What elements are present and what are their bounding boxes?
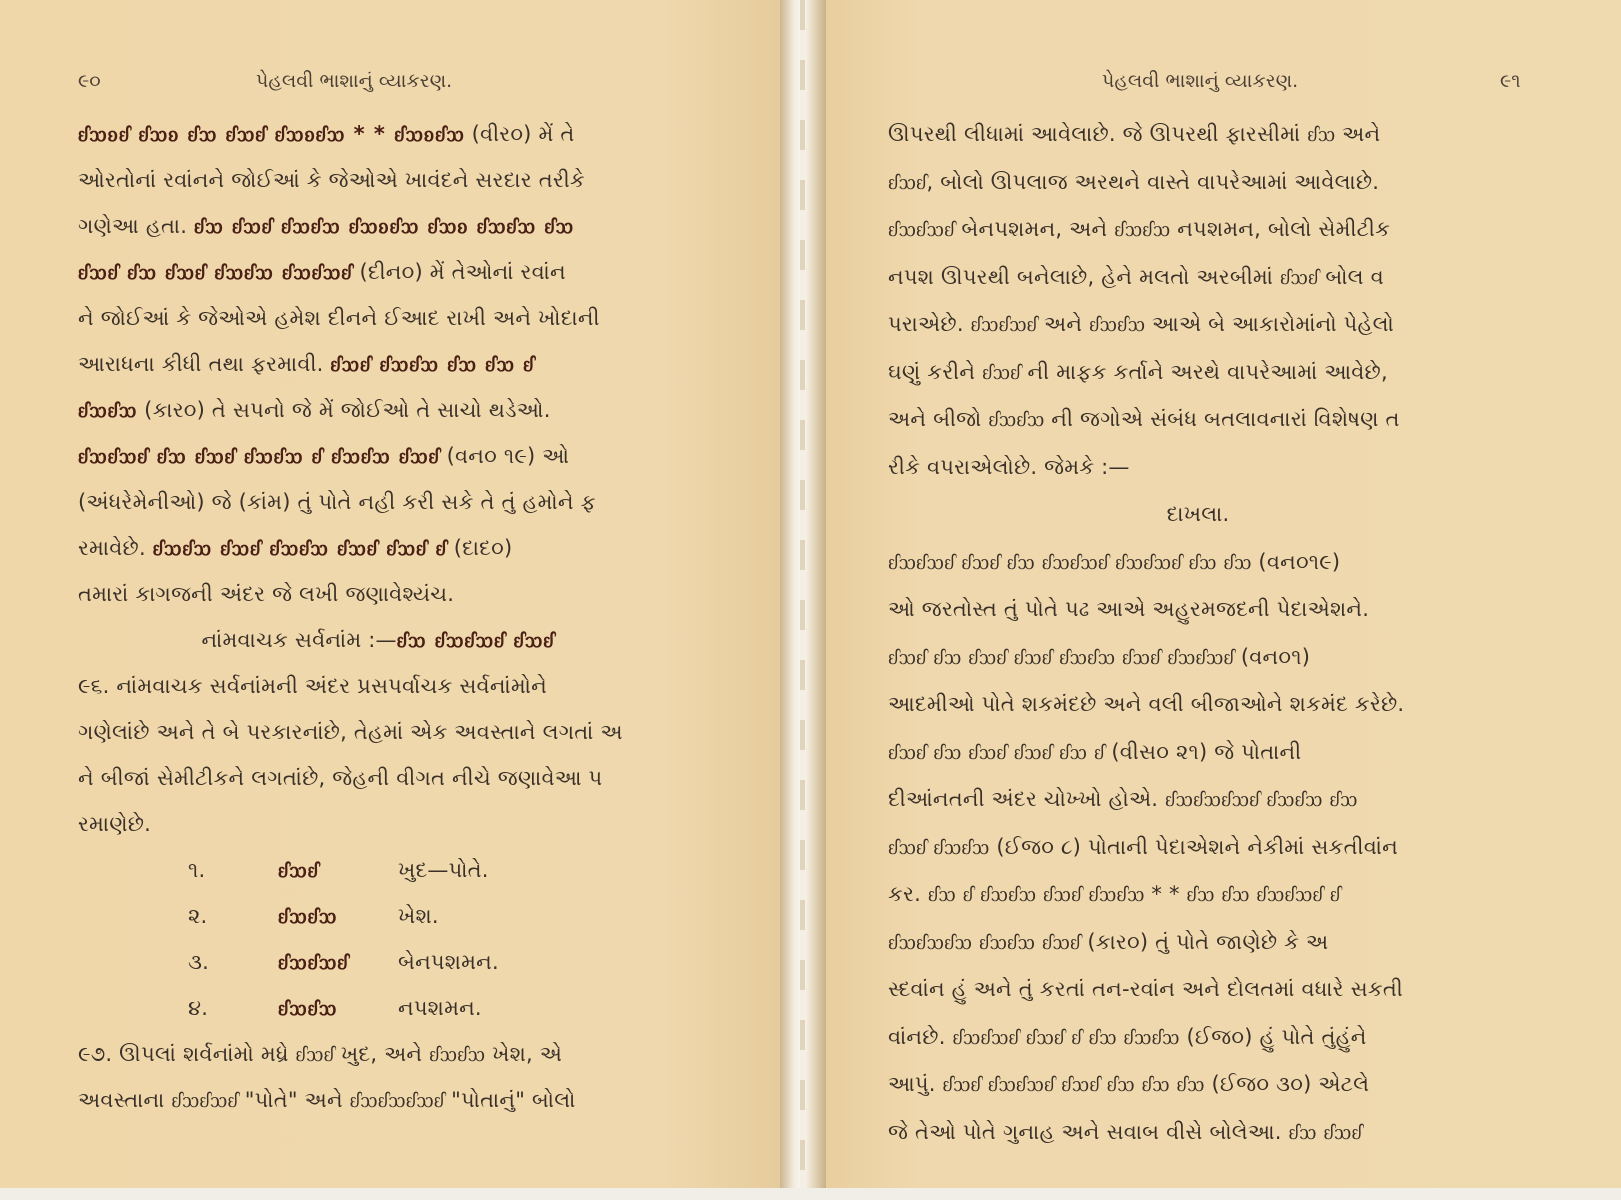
right-page-text-line: [888, 217, 1508, 243]
right-page-text-line: [888, 787, 1508, 813]
gujarati-text: તમારાં કાગજની અંદર જે લખી જણાવેશ્યંચ.: [78, 582, 455, 606]
list-number: ૩.: [188, 950, 210, 974]
gujarati-text: (દાદ૦): [446, 536, 513, 560]
gujarati-text: ૯૭. ઊપલાં શર્વનાંમો મધ્રે ᦊᦉᦊ ખુદ, અને ᦊᦉᦊᦉ ખેશ, એ: [78, 1042, 563, 1066]
pahlavi-script: ᦊᦉ ᦊᦉᦊᦉᦊ ᦊᦉᦊ: [396, 628, 555, 652]
left-page-text-line: [78, 858, 678, 884]
left-page-text-line: [78, 352, 678, 378]
right-page-text-line: [888, 1120, 1508, 1146]
left-page-text-line: [78, 950, 678, 976]
right-page-text-line: [888, 170, 1508, 196]
list-number: ૨.: [188, 904, 208, 928]
gujarati-text: (વન૦ ૧૯) ઓ: [439, 444, 570, 468]
right-page-text-line: [888, 407, 1508, 433]
gujarati-text: રમાવેછે.: [78, 536, 153, 560]
gujarati-text: દીઆંનતની અંદર ચોખ્ખો હોએ. ᦊᦉᦊᦉᦊᦉᦊ ᦊᦉᦊᦉ ᦊᦉ: [888, 787, 1358, 811]
right-page-text-line: [888, 645, 1508, 671]
pahlavi-script: ᦊᦉᦊᦉ: [278, 904, 338, 928]
binding-thread: [800, 0, 805, 1200]
left-page-text-line: [78, 398, 678, 424]
gujarati-text: રીકે વપરાએલોછે. જેમકે :—: [888, 454, 1130, 479]
gujarati-text: સ્દવાંન હું અને તું કરતાં તન-રવાંન અને દોલતમાં વધારે સકતી: [888, 977, 1403, 1001]
gujarati-text: પરાએછે. ᦊᦉᦊᦉᦊ અને ᦊᦉᦊᦉ આએ બે આકારોમાંનો પેહેલો: [888, 312, 1394, 336]
right-page-text-line: [888, 597, 1508, 622]
right-page-text-line: [888, 265, 1508, 291]
right-page-text-line: [888, 977, 1508, 1002]
pahlavi-script: ᦊᦉᦊ: [278, 858, 319, 882]
right-page-text-line: [888, 1072, 1508, 1098]
gujarati-text: ને બીજાં સેમીટીકને લગતાંછે, જેહની વીગત નીચે જણાવેઆ પ: [78, 766, 603, 790]
gujarati-text: (અંધરેમેનીઓ) જે (કાંમ) તું પોતે નહી કરી સકે તે તું હમોને ફ: [78, 490, 596, 514]
gujarati-text: ᦊᦉᦊ ᦊᦉ ᦊᦉᦊ ᦊᦉᦊ ᦊᦉ ᦊ (વીસ૦ ૨૧) જે પોતાની: [888, 739, 1302, 764]
gujarati-text: રમાણેછે.: [78, 812, 152, 836]
left-page-text-line: [78, 1042, 678, 1068]
gujarati-text: ઘણું કરીને ᦊᦉᦊ ની માફક કર્તાને અરથે વાપરેઆમાં આવેછે,: [888, 359, 1388, 384]
right-page-text-line: [888, 455, 1508, 480]
left-page-text-line: [78, 444, 678, 470]
pahlavi-script: ᦊᦉᦊᦉ: [278, 996, 338, 1020]
gujarati-text: વાંનછે. ᦊᦉᦊᦉᦊ ᦊᦉᦊ ᦊ ᦊᦉ ᦊᦉᦊᦉ (ઈજ૦) હું પોતે તુંહુંને: [888, 1024, 1367, 1049]
gujarati-text: અવસ્તાના ᦊᦉᦊᦉᦊ "પોતે" અને ᦊᦉᦊᦉᦊᦉᦊ "પોતાનું" બોલો: [78, 1088, 576, 1112]
gujarati-text: (વીર૦) મેં તે: [464, 122, 575, 146]
pahlavi-script: ᦊᦉᦊᦉᦊ ᦊᦉ ᦊᦉᦊ ᦊᦉᦊᦉ ᦊ ᦊᦉᦊᦉ ᦊᦉᦊ: [78, 444, 440, 468]
left-page-text-line: [78, 168, 678, 193]
gujarati-text: ઓરતોનાં રવાંનને જોઈઆં કે જેઓએ ખાવંદને સરદાર તરીકે: [78, 168, 585, 192]
gujarati-text: કર. ᦊᦉ ᦊ ᦊᦉᦊᦉ ᦊᦉᦊ ᦊᦉᦊᦉ * * ᦊᦉ ᦊᦉ ᦊᦉᦊᦉᦊ ᦊ: [888, 882, 1341, 906]
right-page-text-line: [888, 835, 1508, 861]
list-number: ૧.: [188, 858, 206, 882]
right-page-text-line: [888, 312, 1508, 338]
gujarati-text: ખેશ.: [398, 904, 439, 928]
right-page-text-line: [888, 122, 1508, 148]
left-page-text-line: [78, 536, 678, 562]
list-number: ૪.: [188, 996, 209, 1020]
left-page-text-line: [78, 490, 678, 515]
pahlavi-script: ᦊᦉᦊᦉᦊ: [278, 950, 349, 974]
gujarati-text: નપશ ઊપરથી બનેલાછે, હેને મલતો અરબીમાં ᦊᦉᦊ બોલ વ: [888, 264, 1384, 289]
right-page-text-line: [888, 502, 1508, 527]
left-page-text-line: [78, 1088, 678, 1114]
left-page-number: ૯૦: [78, 70, 101, 92]
left-page-text-line: [78, 812, 678, 837]
pahlavi-script: ᦊᦉᦊ ᦊᦉᦊᦉ ᦊᦉ ᦊᦉ ᦊ: [330, 352, 535, 376]
gujarati-text: ᦊᦉᦊ ᦊᦉᦊᦉ (ઈજ૦ ૮) પોતાની પેદાએશને નેકીમાં સકતીવાંન: [888, 834, 1398, 859]
pahlavi-script: ᦊᦉᦊ ᦊᦉ ᦊᦉᦊ ᦊᦉᦊᦉ ᦊᦉᦊᦉᦊ: [78, 260, 353, 284]
gujarati-text: (દીન૦) મેં તેઓનાં રવાંન: [352, 260, 566, 284]
gujarati-text: ᦊᦉᦊ, બોલો ઊપલાજ અરથને વાસ્તે વાપરેઆમાં આવેલાછે.: [888, 169, 1380, 194]
gujarati-text: ᦊᦉᦊᦉᦊ ᦊᦉᦊ ᦊᦉ ᦊᦉᦊᦉᦊ ᦊᦉᦊᦉᦊ ᦊᦉ ᦊᦉ (વન૦૧૯): [888, 549, 1341, 574]
left-page-text-line: [78, 628, 678, 654]
right-page-number: ૯૧: [1500, 70, 1521, 92]
right-page-text-line: [888, 692, 1508, 717]
left-page-text-line: [78, 214, 678, 240]
gujarati-text: ૯૬. નાંમવાચક સર્વનાંમની અંદર પ્રસપર્વાચક સર્વનાંમોને: [78, 674, 547, 698]
gujarati-text: આપું. ᦊᦉᦊ ᦊᦉᦊᦉᦊ ᦊᦉᦊ ᦊᦉ ᦊᦉ ᦊᦉ (ઈજ૦ ૩૦) એટલે: [888, 1072, 1370, 1096]
gujarati-text: ને જોઈઆં કે જેઓએ હમેશ દીનને ઈઆદ રાખી અને ખોદાની: [78, 306, 600, 330]
gujarati-text: અને બીજો ᦊᦉᦊᦉ ની જગોએ સંબંધ બતલાવનારાં વિશેષણ ત: [888, 407, 1400, 431]
right-running-header: પેહલવી ભાશાનું વ્યાકરણ.: [1102, 70, 1299, 92]
left-page-text-line: [78, 720, 678, 745]
gujarati-text: ખુદ—પોતે.: [398, 858, 489, 882]
gujarati-text: ᦊᦉᦊ ᦊᦉ ᦊᦉᦊ ᦊᦉᦊ ᦊᦉᦊᦉ ᦊᦉᦊ ᦊᦉᦊᦉᦊ (વન૦૧): [888, 644, 1311, 669]
gujarati-text: દાખલા.: [1166, 502, 1230, 526]
left-page-text-line: [78, 996, 678, 1022]
gujarati-text: (કાર૦) તે સપનો જે મેં જોઈઓ તે સાચો થડેઓ.: [137, 398, 551, 422]
gujarati-text: ઓ જરતોસ્ત તું પોતે પઢ આએ અહુરમજદની પેદાએશને.: [888, 597, 1370, 621]
left-page-text-line: [78, 904, 678, 930]
right-page-text-line: [888, 1025, 1508, 1051]
left-page-text-line: [78, 306, 678, 331]
right-page-text-line: [888, 930, 1508, 956]
gujarati-text: ઊપરથી લીધામાં આવેલાછે. જે ઊપરથી ફારસીમાં ᦊᦉ અને: [888, 122, 1381, 146]
left-page-text-line: [78, 582, 678, 607]
left-running-header: પેહલવી ભાશાનું વ્યાકરણ.: [256, 70, 453, 92]
right-page-text-line: [888, 360, 1508, 386]
left-page-text-line: [78, 260, 678, 286]
pahlavi-script: ᦊᦉ ᦊᦉᦊ ᦊᦉᦊᦉ ᦊᦉᦈᦊᦉ ᦊᦉᦈ ᦊᦉᦊᦉ ᦊᦉ: [193, 214, 575, 238]
pahlavi-script: ᦊᦉᦈᦊ ᦊᦉᦈ ᦊᦉ ᦊᦉᦊ ᦊᦉᦈᦊᦉ * * ᦊᦉᦈᦊᦉ: [78, 122, 465, 146]
pahlavi-script: ᦊᦉᦊᦉ ᦊᦉᦊ ᦊᦉᦊᦉ ᦊᦉᦊ ᦊᦉᦊ ᦊ: [152, 536, 447, 560]
gujarati-text: નાંમવાચક સર્વનાંમ :—: [201, 628, 397, 652]
gujarati-text: ᦊᦉᦊᦉᦊᦉ ᦊᦉᦊᦉ ᦊᦉᦊ (કાર૦) તું પોતે જાણેછે કે અ: [888, 929, 1329, 954]
right-page-text-line: [888, 550, 1508, 576]
right-page-text-line: [888, 740, 1508, 766]
gujarati-text: જે તેઓ પોતે ગુનાહ અને સવાબ વીસે બોલેઆ. ᦊᦉ ᦊᦉᦊ: [888, 1119, 1362, 1144]
right-page-text-line: [888, 882, 1508, 908]
gujarati-text: બેનપશમન.: [398, 950, 499, 974]
gujarati-text: ગણેઆ હતા.: [78, 214, 194, 238]
pahlavi-script: ᦊᦉᦊᦉ: [78, 398, 138, 422]
gujarati-text: આદમીઓ પોતે શકમંદછે અને વલી બીજાઓને શકમંદ કરેછે.: [888, 692, 1405, 716]
left-page-text-line: [78, 674, 678, 699]
gujarati-text: આરાધના કીધી તથા ફરમાવી.: [78, 352, 331, 376]
left-page-text-line: [78, 122, 678, 148]
gujarati-text: ગણેલાંછે અને તે બે પરકારનાંછે, તેહમાં એક અવસ્તાને લગતાં અ: [78, 720, 623, 744]
left-page-text-line: [78, 766, 678, 791]
scan-bottom-edge: [0, 1188, 1621, 1200]
gujarati-text: ᦊᦉᦊᦉᦊ બેનપશમન, અને ᦊᦉᦊᦉ નપશમન, બોલો સેમીટીક: [888, 217, 1391, 241]
gujarati-text: નપશમન.: [398, 996, 482, 1020]
